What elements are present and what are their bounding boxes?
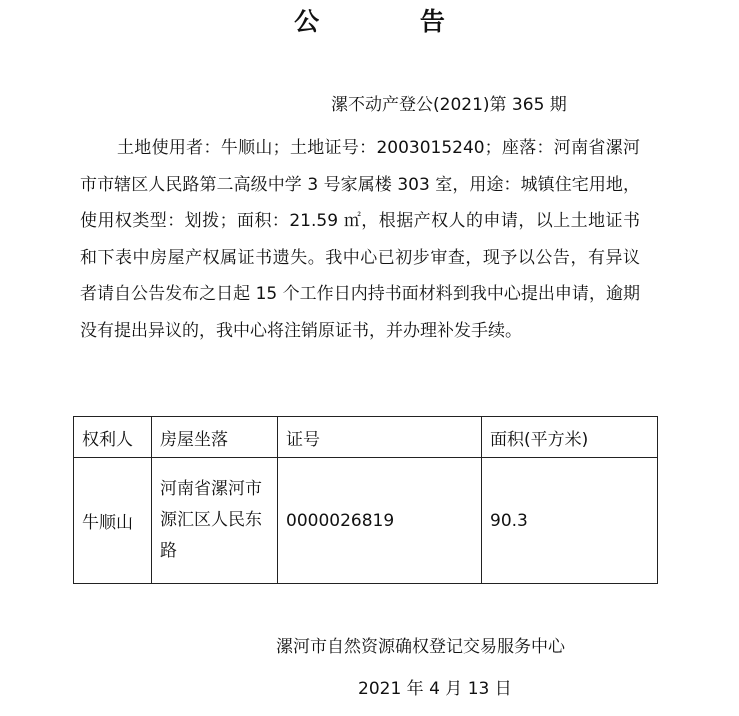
issuing-organization: 漯河市自然资源确权登记交易服务中心	[276, 637, 565, 657]
cell-location: 河南省漯河市源汇区人民东路	[152, 458, 278, 584]
header-location: 房屋坐落	[152, 417, 278, 458]
header-area: 面积(平方米)	[482, 417, 658, 458]
table-row	[74, 458, 658, 584]
table-header-row	[74, 417, 658, 458]
issue-date: 2021 年 4 月 13 日	[358, 679, 512, 699]
cell-area: 90.3	[482, 458, 658, 584]
header-owner: 权利人	[74, 417, 152, 458]
notice-body: 土地使用者：牛顺山；土地证号：2003015240；座落：河南省漯河市市辖区人民路第二高级中学 3 号家属楼 303 室，用途：城镇住宅用地，使用权类型：划拨；面积：21.59 ㎡，根据产权人的申请，以上土地证书和下表中房屋产权属证书遗失。我中心已初步审查，现予以公告，有异议者请自公告发布之日起 15 个工作日内持书面材料到我中心提出申请，逾期没有提出异议的，我中心将注销原证书，并办理补发手续。	[80, 138, 640, 341]
notice-title: 公 告	[294, 7, 491, 36]
document-number: 漯不动产登公(2021)第 365 期	[331, 95, 567, 115]
cell-cert-no: 0000026819	[278, 458, 482, 584]
cell-owner: 牛顺山	[74, 458, 152, 584]
header-cert-no: 证号	[278, 417, 482, 458]
certificate-table	[73, 416, 658, 584]
